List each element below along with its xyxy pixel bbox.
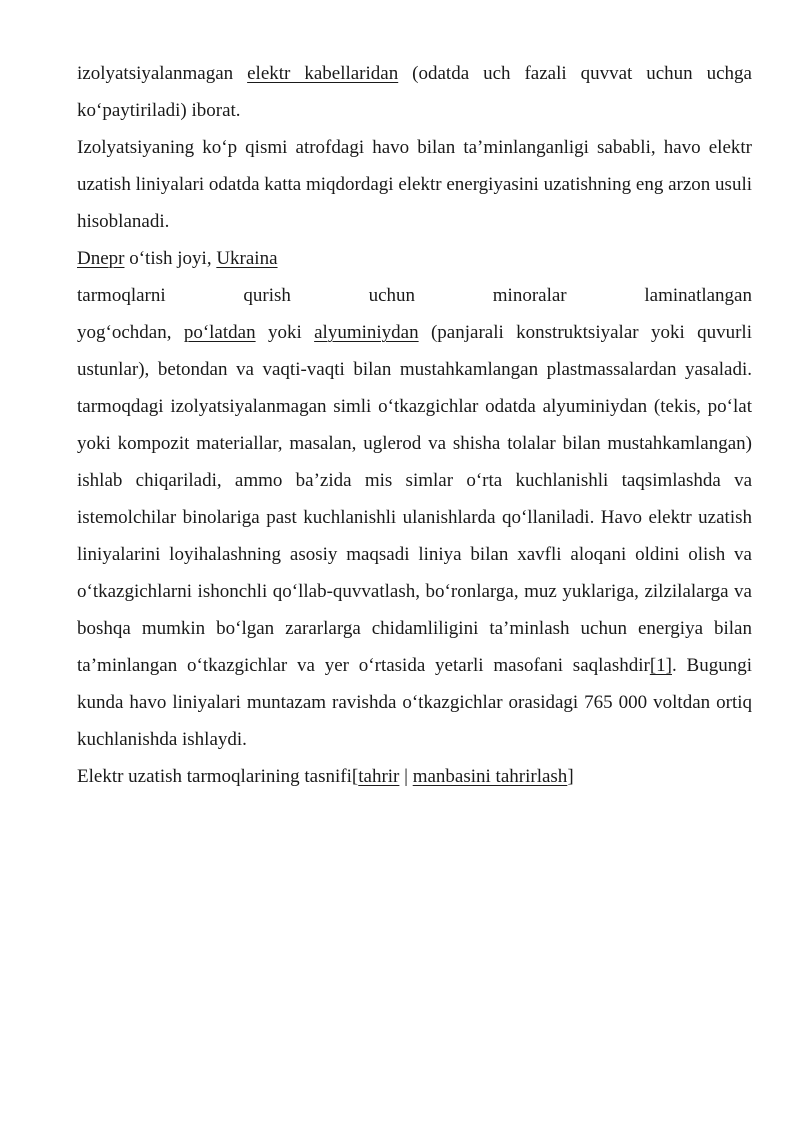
paragraph-intro [77,55,752,129]
link-elektr-kabellari[interactable]: elektr kabellaridan [247,63,399,84]
section-heading [77,758,752,795]
paragraph-text: (odatda uch fazali quvvat uchun uchga ko‘paytiriladi) iborat. [77,63,752,121]
edit-separator: | [399,766,413,787]
paragraph-insulation: Izolyatsiyaning ko‘p qismi atrofdagi havo bilan ta’minlanganligi sababli, havo elektr uzatish liniyalari odatda katta miqdordagi elektr energiyasini uzatishning eng arzon usuli hisoblanadi. [77,137,753,232]
reference-link-1[interactable]: [1] [649,655,672,676]
link-ukraina[interactable]: Ukraina [216,248,278,269]
paragraph-text: yog‘ochdan, [77,322,184,343]
paragraph-towers [77,314,752,758]
paragraph-text: yoki [255,322,315,343]
edit-link[interactable]: tahrir [358,766,400,787]
image-caption [77,240,752,277]
edit-bracket-close: ] [567,766,574,787]
paragraph-text: (panjarali konstruktsiyalar yoki quvurli ustunlar), betondan va vaqti-vaqti bilan mustahkamlangan plastmassalardan yasaladi. tarmoqdagi izolyatsiyalanmagan simli o‘tkazgichlar odatda alyuminiydan (tekis, po‘lat yoki kompozit materiallar, masalan, uglerod va shisha tolalar bilan mustahkamlangan) ishlab chiqariladi, ammo ba’zida mis simlar o‘rta kuchlanishli taqsimlashda va istemolchilar binolariga past kuchlanishli ulanishlarda qo‘llaniladi. Havo elektr uzatish liniyalarini loyihalashning asosiy maqsadi liniya bilan xavfli aloqani oldini olish va o‘tkazgichlarni ishonchli qo‘llab-quvvatlash, bo‘ronlarga, muz yuklariga, zilzilalarga va boshqa mumkin bo‘lgan zararlarga chidamliligini ta’minlash uchun energiya bilan ta’minlangan o‘tkazgichlar va yer o‘rtasida yetarli masofani saqlashdir [77,322,752,676]
edit-source-link[interactable]: manbasini tahrirlash [412,766,568,787]
section-heading-title: Elektr uzatish tarmoqlarining tasnifi [77,766,352,787]
caption-text: o‘tish joyi, [124,248,217,269]
paragraph-towers-first-line: tarmoqlarni qurish uchun minoralar laminatlangan [77,285,752,306]
link-polatdan[interactable]: po‘latdan [183,322,256,343]
edit-bracket-open: [ [351,766,359,787]
document-body [77,55,752,795]
paragraph-text: izolyatsiyalanmagan [77,63,248,84]
link-alyuminiydan[interactable]: alyuminiydan [314,322,419,343]
paragraph-text: . Bugungi kunda havo liniyalari muntazam ravishda o‘tkazgichlar orasidagi 765 000 voltdan ortiq kuchlanishda ishlaydi. [77,655,752,750]
link-dnepr[interactable]: Dnepr [77,248,125,269]
